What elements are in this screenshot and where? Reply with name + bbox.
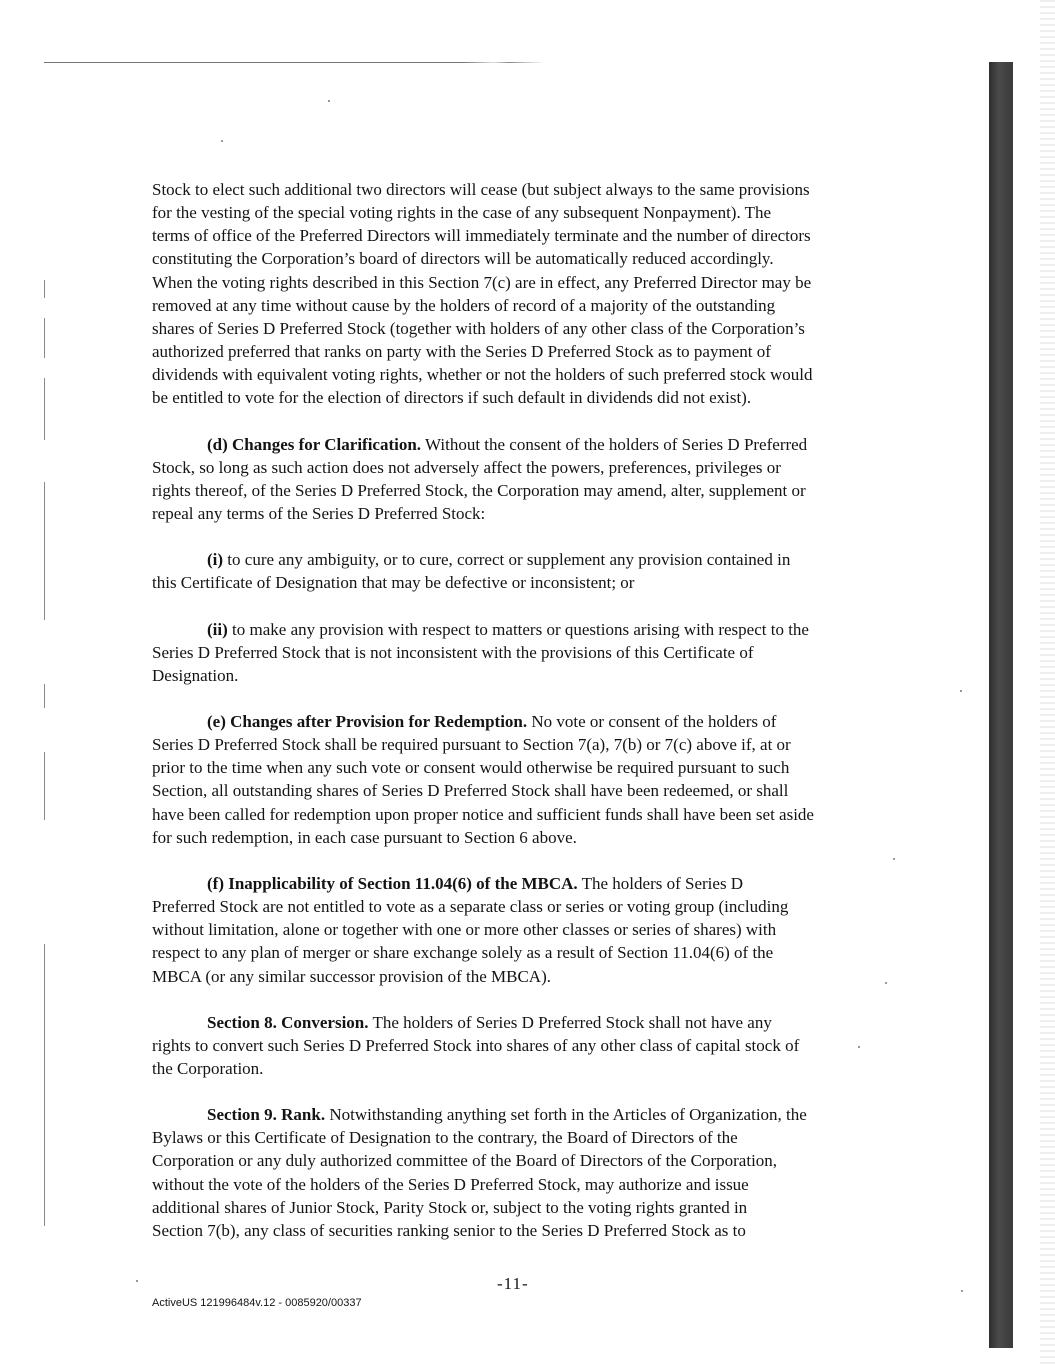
text-line: Preferred Stock are not entitled to vote as a separate class or series or voting group (including (152, 897, 789, 917)
text-line: without the vote of the holders of the Series D Preferred Stock, may authorize and issue (152, 1174, 749, 1194)
text-line: authorized preferred that ranks on party with the Series D Preferred Stock as to payment of (152, 342, 771, 362)
text-line: Corporation or any duly authorized committee of the Board of Directors of the Corporation, (152, 1151, 778, 1171)
page-number: -11- (497, 1274, 529, 1293)
paragraph-e-changes-after-redemption (152, 710, 880, 849)
margin-mark (44, 318, 45, 358)
text-line (152, 1103, 880, 1126)
scan-speck (885, 982, 887, 984)
text-line: be entitled to vote for the election of directors if such default in dividends did not exist). (152, 388, 752, 408)
text-line: without limitation, alone or together with one or more other classes or series of shares) with (152, 920, 777, 940)
text-line: MBCA (or any similar successor provision of the MBCA). (152, 966, 551, 986)
text-line: Stock, so long as such action does not adversely affect the powers, preferences, privileges or (152, 457, 781, 477)
text-line: shares of Series D Preferred Stock (together with holders of any other class of the Corporation’s (152, 318, 805, 338)
text-line: dividends with equivalent voting rights, whether or not the holders of such preferred stock would (152, 365, 813, 385)
text-line: Section 7(b), any class of securities ranking senior to the Series D Preferred Stock as to (152, 1220, 746, 1240)
scan-speck (960, 690, 962, 692)
section-heading: (d) Changes for Clarification. (207, 434, 422, 454)
margin-mark (44, 378, 45, 440)
scan-speck (221, 140, 223, 142)
scan-edge-shadow (989, 62, 1013, 1348)
paragraph-d-changes-for-clarification (152, 433, 880, 526)
text-line: Designation. (152, 665, 239, 685)
text-run: Notwithstanding anything set forth in the Articles of Organization, the (325, 1105, 807, 1125)
paragraph-section-8-conversion (152, 1011, 880, 1080)
text-run: The holders of Series D Preferred Stock shall not have any (368, 1012, 772, 1032)
section-heading: (f) Inapplicability of Section 11.04(6) of the MBCA. (207, 873, 578, 893)
text-run: No vote or consent of the holders of (527, 711, 777, 731)
section-heading: Section 8. Conversion. (207, 1012, 369, 1032)
paragraph-ii-make-provision (152, 618, 880, 687)
scan-speck (136, 1280, 138, 1282)
text-line: constituting the Corporation’s board of directors will be automatically reduced accordingly. (152, 249, 774, 269)
paragraph-f-inapplicability (152, 872, 880, 988)
text-line: for the vesting of the special voting rights in the case of any subsequent Nonpayment). The (152, 203, 772, 223)
text-line (152, 618, 880, 641)
section-heading: Section 9. Rank. (207, 1105, 326, 1125)
text-line (152, 548, 880, 571)
text-line (152, 433, 880, 456)
text-run: to make any provision with respect to matters or questions arising with respect to the (227, 619, 809, 639)
text-line: prior to the time when any such vote or consent would otherwise be required pursuant to such (152, 758, 790, 778)
text-line: removed at any time without cause by the holders of record of a majority of the outstanding (152, 295, 776, 315)
text-line: for such redemption, in each case pursuant to Section 6 above. (152, 827, 577, 847)
text-line: terms of office of the Preferred Directors will immediately terminate and the number of directors (152, 226, 811, 246)
scan-speck (961, 1290, 963, 1292)
margin-mark (44, 482, 45, 620)
paragraph-i-cure-ambiguity (152, 548, 880, 594)
text-line: Series D Preferred Stock shall be required pursuant to Section 7(a), 7(b) or 7(c) above if, at or (152, 735, 791, 755)
document-body (152, 178, 880, 1265)
document-id: ActiveUS 121996484v.12 - 0085920/00337 (152, 1297, 362, 1309)
margin-mark (44, 684, 45, 708)
scan-edge-noise (1040, 0, 1055, 1365)
text-line: additional shares of Junior Stock, Parity Stock or, subject to the voting rights granted in (152, 1197, 748, 1217)
text-line: have been called for redemption upon proper notice and sufficient funds shall have been set aside (152, 804, 814, 824)
item-label: (i) (207, 550, 224, 570)
text-line: Bylaws or this Certificate of Designation to the contrary, the Board of Directors of the (152, 1128, 738, 1148)
text-line: repeal any terms of the Series D Preferred Stock: (152, 504, 486, 524)
scan-speck (893, 858, 895, 860)
item-label: (ii) (207, 619, 228, 639)
text-run: to cure any ambiguity, or to cure, correct or supplement any provision contained in (223, 550, 791, 570)
paragraph-section-9-rank (152, 1103, 880, 1242)
text-line: respect to any plan of merger or share exchange solely as a result of Section 11.04(6) of the (152, 943, 774, 963)
scan-speck (328, 100, 330, 102)
text-run: The holders of Series D (577, 873, 744, 893)
text-run: Without the consent of the holders of Series D Preferred (421, 434, 808, 454)
margin-mark (44, 280, 45, 298)
text-line: Series D Preferred Stock that is not inconsistent with the provisions of this Certificate of (152, 642, 754, 662)
text-line: When the voting rights described in this Section 7(c) are in effect, any Preferred Director may be (152, 272, 812, 292)
text-line: this Certificate of Designation that may be defective or inconsistent; or (152, 573, 635, 593)
text-line: the Corporation. (152, 1059, 264, 1078)
scan-top-rule (44, 62, 544, 63)
text-line: Stock to elect such additional two directors will cease (but subject always to the same provisions (152, 180, 810, 199)
margin-mark (44, 944, 45, 1226)
margin-mark (44, 752, 45, 820)
text-line (152, 710, 880, 733)
section-heading: (e) Changes after Provision for Redemption. (207, 711, 528, 731)
text-line: rights to convert such Series D Preferred Stock into shares of any other class of capital stock of (152, 1035, 800, 1055)
paragraph-voting-rights (152, 178, 880, 410)
text-line: rights thereof, of the Series D Preferred Stock, the Corporation may amend, alter, supplement or (152, 480, 806, 500)
text-line: Section, all outstanding shares of Series D Preferred Stock shall have been redeemed, or shall (152, 781, 789, 801)
text-line (152, 1011, 880, 1034)
text-line (152, 872, 880, 895)
